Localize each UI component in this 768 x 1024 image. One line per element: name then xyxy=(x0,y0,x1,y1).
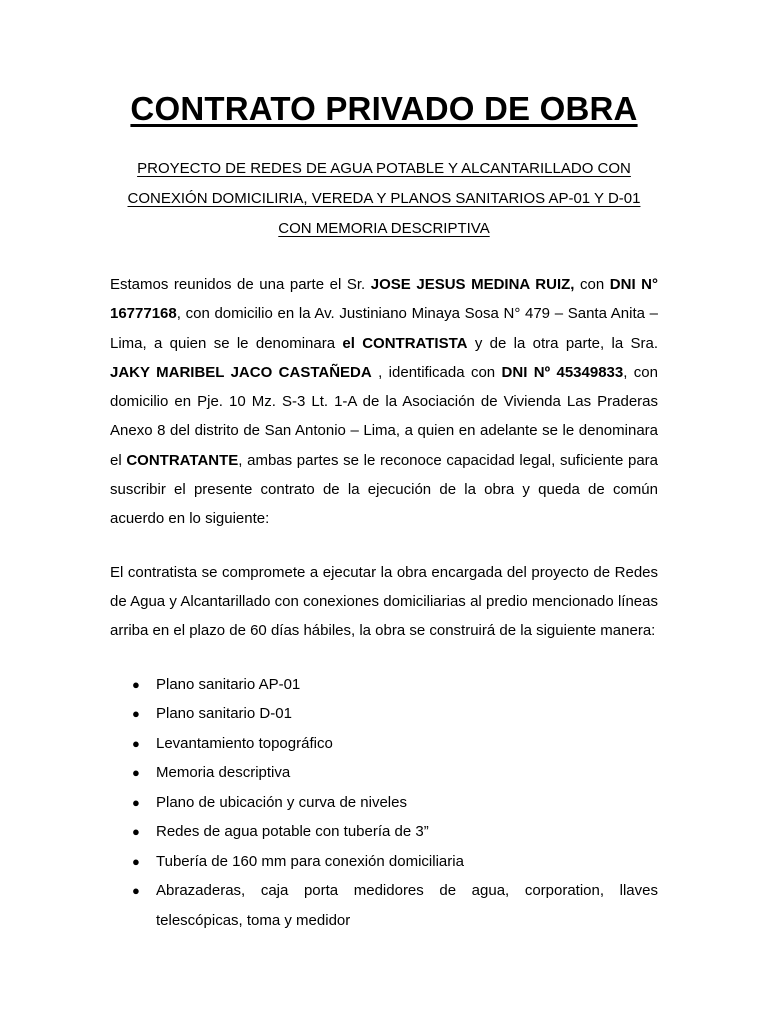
list-item xyxy=(132,699,658,729)
list-item xyxy=(132,729,658,759)
list-item xyxy=(132,817,658,847)
bullet-icon: ● xyxy=(132,735,140,751)
client-dni: DNI Nº 45349833 xyxy=(501,363,624,381)
document-title: CONTRATO PRIVADO DE OBRA xyxy=(130,90,638,127)
bullet-icon: ● xyxy=(132,706,140,722)
bullet-icon: ● xyxy=(132,824,140,840)
client-name: JAKY MARIBEL JACO CASTAÑEDA xyxy=(110,363,372,381)
paragraph-text: , con domicilio en la Av. Justiniano Minaya Sosa N° 479 – Santa Anita – Lima, a quien se le denominara xyxy=(110,305,658,352)
paragraph-text: , con domicilio en Pje. 10 Mz. S-3 Lt. 1-A de la Asociación de Vivienda Las Praderas Anexo 8 del distrito de San Antonio – Lima, a quien en adelante se le denominara el xyxy=(110,363,658,469)
list-item-text: Plano de ubicación y curva de niveles xyxy=(156,793,407,811)
paragraph-text: Estamos reunidos de una parte el Sr. xyxy=(110,276,371,293)
contractor-name: JOSE JESUS MEDINA RUIZ, xyxy=(370,276,575,293)
client-role: CONTRATANTE xyxy=(126,451,239,469)
contractor-role: el CONTRATISTA xyxy=(342,334,468,352)
paragraph-text: y de la otra parte, la Sra. xyxy=(467,334,658,352)
bullet-icon: ● xyxy=(132,676,140,692)
list-item-text: Abrazaderas, caja porta medidores de agua, corporation, llaves telescópicas, toma y medidor xyxy=(156,882,658,929)
paragraph-text: , identificada con xyxy=(371,363,502,381)
list-item-text: Plano sanitario AP-01 xyxy=(156,675,301,693)
list-item-text: Redes de agua potable con tubería de 3” xyxy=(156,823,429,841)
bullet-icon: ● xyxy=(132,765,140,781)
obligations-paragraph: El contratista se compromete a ejecutar la obra encargada del proyecto de Redes de Agua y Alcantarillado con conexiones domiciliarias al predio mencionado líneas arriba en el plazo de 60 días hábiles, la obra se construirá de la siguiente manera: xyxy=(110,563,658,640)
list-item xyxy=(132,758,658,788)
bullet-icon: ● xyxy=(132,853,140,869)
deliverables-list xyxy=(110,670,658,936)
contractor-dni: DNI N° 16777168 xyxy=(110,276,659,323)
list-item-text: Levantamiento topográfico xyxy=(156,734,333,752)
list-item-text: Plano sanitario D-01 xyxy=(156,705,292,723)
list-item xyxy=(132,847,658,877)
bullet-icon: ● xyxy=(132,794,140,810)
paragraph-text: , ambas partes se le reconoce capacidad legal, suficiente para suscribir el presente contrato de la ejecución de la obra y queda de común acuerdo en lo siguiente: xyxy=(110,451,658,528)
parties-paragraph xyxy=(110,270,658,534)
paragraph-text: con xyxy=(574,276,610,293)
bullet-icon: ● xyxy=(132,883,140,899)
document-subtitle: PROYECTO DE REDES DE AGUA POTABLE Y ALCANTARILLADO CON CONEXIÓN DOMICILIRIA, VEREDA Y PLANOS SANITARIOS AP-01 Y D-01 CON MEMORIA DESCRIPTIVA xyxy=(127,160,641,237)
list-item xyxy=(132,670,658,700)
list-item-text: Memoria descriptiva xyxy=(156,764,291,782)
list-item xyxy=(132,788,658,818)
list-item xyxy=(132,876,658,935)
list-item-text: Tubería de 160 mm para conexión domiciliaria xyxy=(156,852,464,870)
